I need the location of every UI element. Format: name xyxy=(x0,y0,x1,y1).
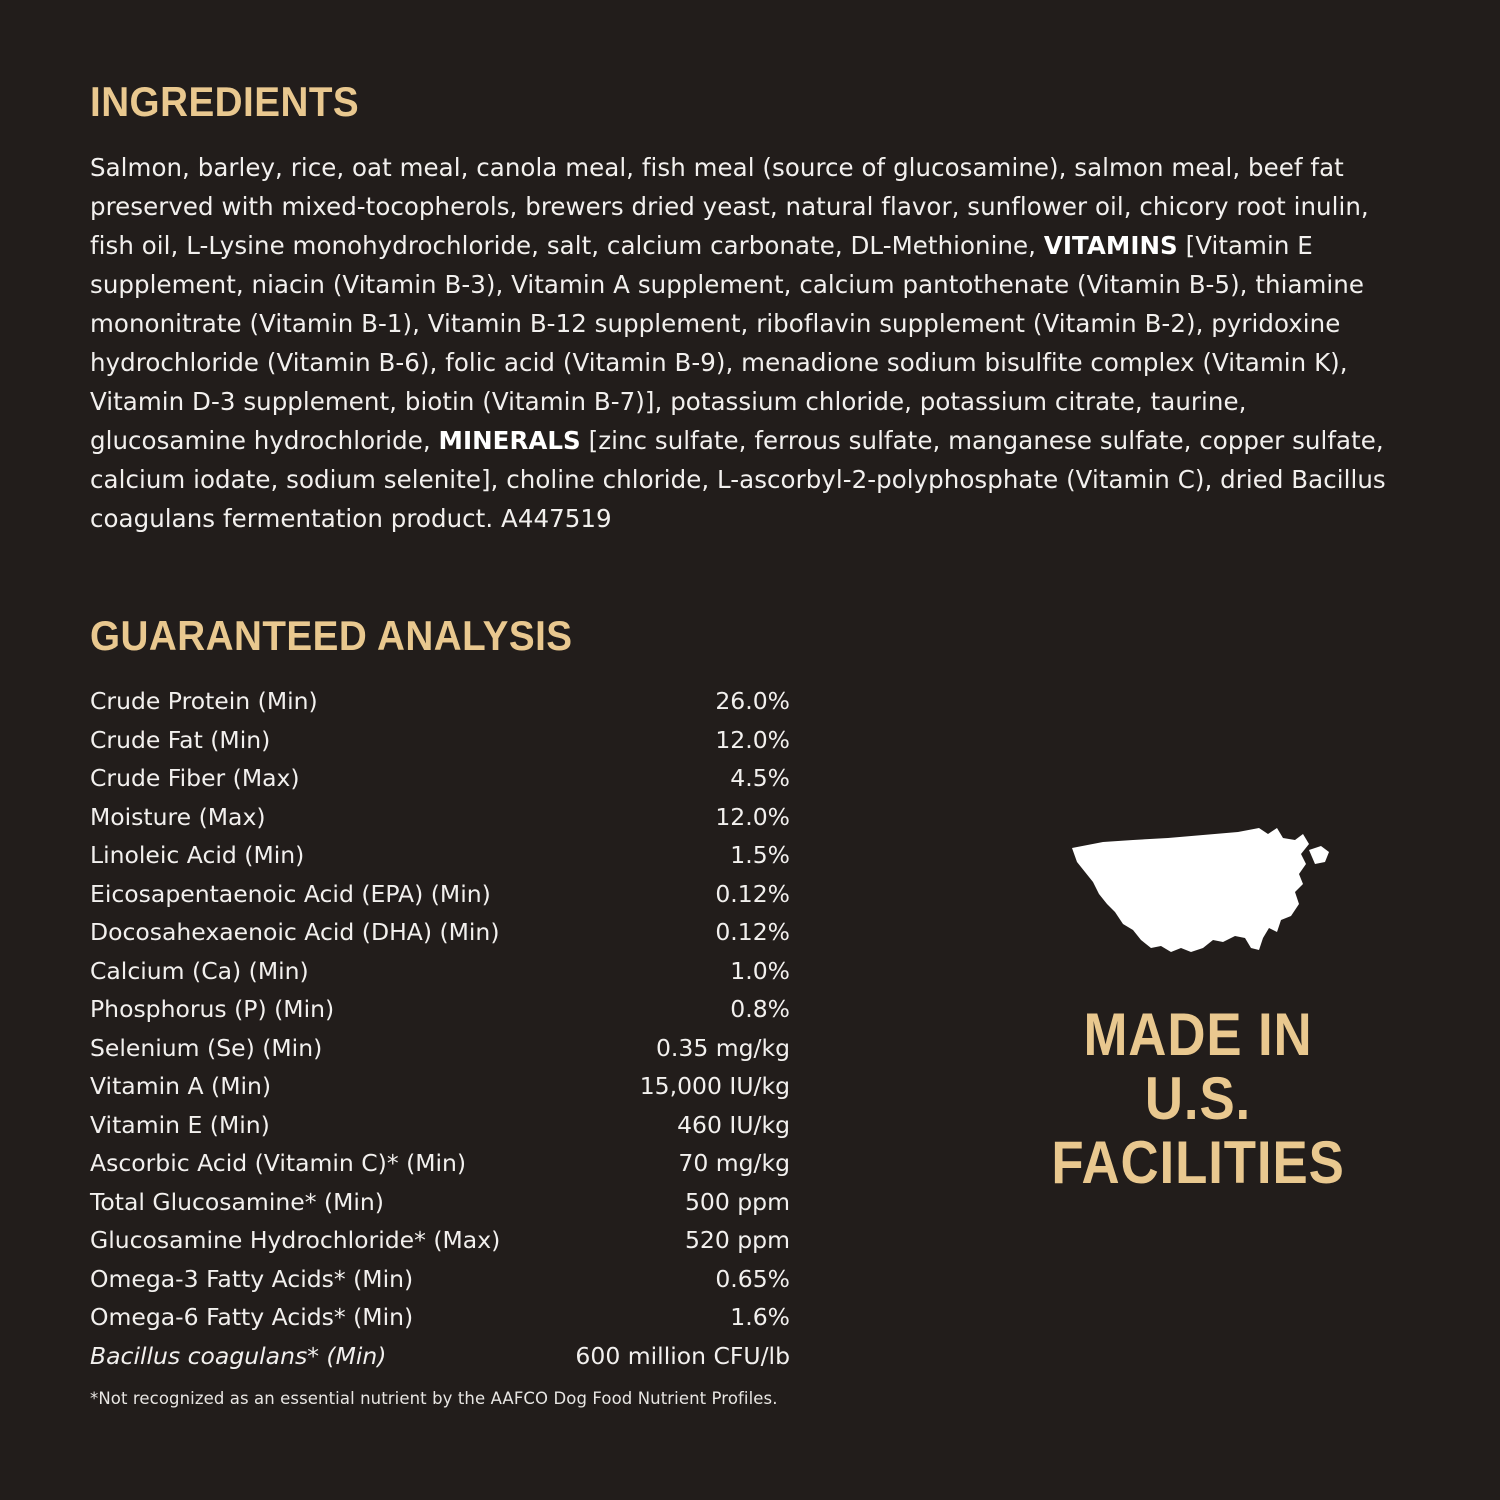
analysis-nutrient-name: Calcium (Ca) (Min) xyxy=(90,956,309,985)
analysis-nutrient-value: 70 mg/kg xyxy=(678,1149,790,1177)
analysis-nutrient-name: Docosahexaenoic Acid (DHA) (Min) xyxy=(90,918,500,946)
analysis-nutrient-name: Selenium (Se) (Min) xyxy=(90,1033,323,1062)
usa-map-icon xyxy=(1063,820,1333,985)
analysis-nutrient-name: Linoleic Acid (Min) xyxy=(90,841,305,869)
ingredients-heading: INGREDIENTS xyxy=(90,78,360,125)
analysis-nutrient-name: Vitamin A (Min) xyxy=(90,1072,272,1100)
analysis-nutrient-value: 26.0% xyxy=(715,687,790,715)
analysis-row xyxy=(90,798,790,837)
ingredients-emphasis: MINERALS xyxy=(438,426,581,455)
analysis-row xyxy=(90,1260,790,1299)
analysis-nutrient-name: Omega-3 Fatty Acids* (Min) xyxy=(90,1264,414,1293)
analysis-row xyxy=(90,1337,790,1376)
analysis-nutrient-name: Crude Protein (Min) xyxy=(90,687,318,715)
analysis-nutrient-value: 0.65% xyxy=(715,1264,790,1293)
analysis-nutrient-name: Bacillus coagulans* (Min) xyxy=(90,1341,387,1370)
analysis-nutrient-value: 1.6% xyxy=(730,1303,790,1331)
analysis-row xyxy=(90,682,790,721)
analysis-nutrient-name: Glucosamine Hydrochloride* (Max) xyxy=(90,1226,501,1254)
analysis-nutrient-name: Crude Fiber (Max) xyxy=(90,764,300,792)
badge-line-3: FACILITIES xyxy=(1051,1129,1345,1196)
analysis-row xyxy=(90,990,790,1029)
analysis-row xyxy=(90,1144,790,1183)
analysis-nutrient-name: Total Glucosamine* (Min) xyxy=(90,1187,384,1216)
analysis-nutrient-name: Eicosapentaenoic Acid (EPA) (Min) xyxy=(90,879,491,908)
badge-line-1: MADE IN xyxy=(1083,1001,1313,1068)
analysis-nutrient-name: Phosphorus (P) (Min) xyxy=(90,995,335,1023)
aafco-footnote: *Not recognized as an essential nutrient by the AAFCO Dog Food Nutrient Profiles. xyxy=(90,1389,778,1408)
analysis-nutrient-value: 1.5% xyxy=(730,841,790,869)
analysis-nutrient-value: 0.12% xyxy=(715,918,790,946)
analysis-row xyxy=(90,1183,790,1222)
analysis-nutrient-value: 0.12% xyxy=(715,879,790,908)
ingredients-text: Salmon, barley, rice, oat meal, canola meal, fish meal (source of glucosamine), salmon meal, beef fat preserved with mixed-tocopherols, brewers dried yeast, natural flavor, sunflower oil, chicory root inulin, fish oil, L-Lysine monohydrochloride, salt, calcium carbonate, DL-Methionine, VITAMINS [Vitamin E supplement, niacin (Vitamin B-3), Vitamin A supplement, calcium pantothenate (Vitamin B-5), thiamine mononitrate (Vitamin B-1), Vitamin B-12 supplement, riboflavin supplement (Vitamin B-2), pyridoxine hydrochloride (Vitamin B-6), folic acid (Vitamin B-9), menadione sodium bisulfite complex (Vitamin K), Vitamin D-3 supplement, biotin (Vitamin B-7)], potassium chloride, potassium citrate, taurine, glucosamine hydrochloride, MINERALS [zinc sulfate, ferrous sulfate, manganese sulfate, copper sulfate, calcium iodate, sodium selenite], choline chloride, L-ascorbyl-2-polyphosphate (Vitamin C), dried Bacillus coagulans fermentation product. A447519 xyxy=(90,153,1386,533)
analysis-nutrient-value: 12.0% xyxy=(715,802,790,831)
analysis-nutrient-value: 0.35 mg/kg xyxy=(655,1033,790,1062)
analysis-nutrient-value: 460 IU/kg xyxy=(677,1110,790,1139)
analysis-nutrient-value: 520 ppm xyxy=(684,1226,790,1254)
analysis-nutrient-value: 12.0% xyxy=(715,725,790,754)
analysis-row xyxy=(90,1298,790,1337)
analysis-row xyxy=(90,1067,790,1106)
analysis-nutrient-name: Moisture (Max) xyxy=(90,802,266,831)
analysis-nutrient-value: 500 ppm xyxy=(684,1187,790,1216)
analysis-row xyxy=(90,1106,790,1145)
made-in-us-badge xyxy=(1028,820,1368,1195)
guaranteed-analysis-table xyxy=(90,682,790,1375)
analysis-row xyxy=(90,1029,790,1068)
analysis-nutrient-value: 1.0% xyxy=(730,956,790,985)
analysis-nutrient-value: 0.8% xyxy=(730,995,790,1023)
ingredients-emphasis: VITAMINS xyxy=(1043,231,1178,260)
analysis-nutrient-name: Ascorbic Acid (Vitamin C)* (Min) xyxy=(90,1149,467,1177)
analysis-row xyxy=(90,836,790,875)
badge-line-2: U.S. xyxy=(1144,1065,1252,1132)
guaranteed-analysis-rows xyxy=(90,682,790,1375)
analysis-nutrient-value: 15,000 IU/kg xyxy=(639,1072,790,1100)
analysis-nutrient-name: Omega-6 Fatty Acids* (Min) xyxy=(90,1303,414,1331)
analysis-nutrient-value: 600 million CFU/lb xyxy=(575,1341,790,1370)
analysis-row xyxy=(90,721,790,760)
analysis-row xyxy=(90,913,790,952)
analysis-row xyxy=(90,875,790,914)
analysis-nutrient-name: Vitamin E (Min) xyxy=(90,1110,270,1139)
analysis-nutrient-value: 4.5% xyxy=(730,764,790,792)
analysis-nutrient-name: Crude Fat (Min) xyxy=(90,725,271,754)
analysis-row xyxy=(90,1221,790,1260)
guaranteed-analysis-heading: GUARANTEED ANALYSIS xyxy=(90,612,573,659)
analysis-row xyxy=(90,759,790,798)
analysis-row xyxy=(90,952,790,991)
